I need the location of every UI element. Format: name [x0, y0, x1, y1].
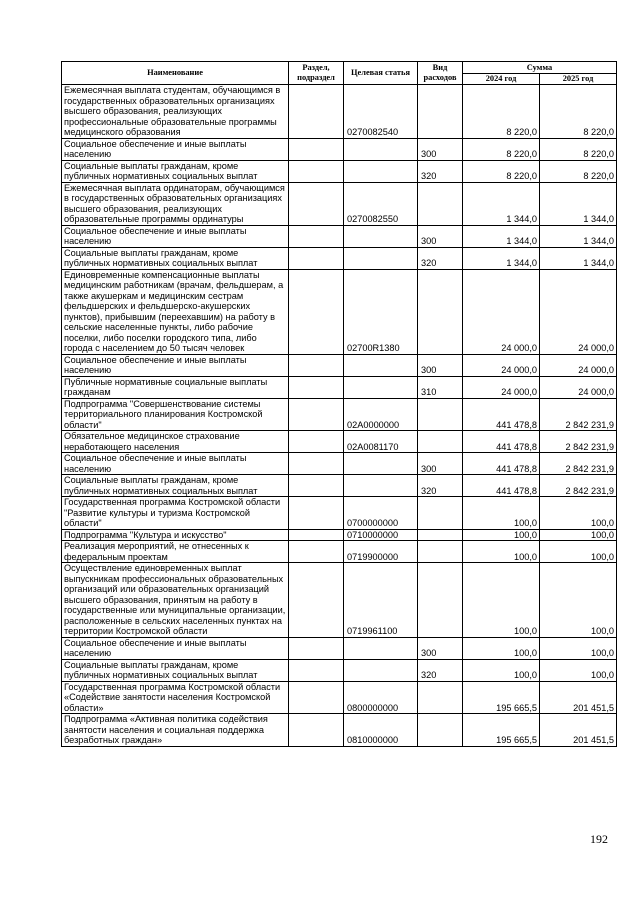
cell-section	[289, 541, 344, 563]
cell-sum-2025: 100,0	[540, 637, 617, 659]
cell-target: 02А0000000	[344, 398, 418, 431]
cell-sum-2025: 100,0	[540, 563, 617, 638]
cell-section	[289, 563, 344, 638]
cell-sum-2025: 2 842 231,9	[540, 398, 617, 431]
table-row	[62, 85, 617, 139]
cell-expense-type	[418, 398, 463, 431]
cell-section	[289, 659, 344, 681]
cell-sum-2025: 24 000,0	[540, 354, 617, 376]
cell-expense-type	[418, 541, 463, 563]
cell-name: Ежемесячная выплата студентам, обучающимся в государственных образовательных организациях высшего образования, реализующих профессиональные образовательные программы медицинского образования	[62, 85, 289, 139]
table-row	[62, 182, 617, 225]
cell-expense-type	[418, 529, 463, 541]
cell-sum-2024: 100,0	[463, 637, 540, 659]
cell-name: Подпрограмма "Культура и искусство"	[62, 529, 289, 541]
cell-name: Обязательное медицинское страхование неработающего населения	[62, 431, 289, 453]
cell-section	[289, 398, 344, 431]
header-target: Целевая статья	[344, 62, 418, 85]
cell-name: Публичные нормативные социальные выплаты гражданам	[62, 376, 289, 398]
cell-expense-type: 300	[418, 453, 463, 475]
cell-expense-type	[418, 182, 463, 225]
cell-target: 0719900000	[344, 541, 418, 563]
cell-sum-2024: 100,0	[463, 659, 540, 681]
cell-section	[289, 714, 344, 747]
table-body	[62, 85, 617, 747]
cell-expense-type	[418, 85, 463, 139]
cell-target: 0270082540	[344, 85, 418, 139]
cell-section	[289, 85, 344, 139]
cell-sum-2024: 441 478,8	[463, 475, 540, 497]
cell-expense-type	[418, 431, 463, 453]
cell-section	[289, 475, 344, 497]
cell-sum-2024: 1 344,0	[463, 182, 540, 225]
cell-name: Государственная программа Костромской области "Развитие культуры и туризма Костромской области"	[62, 497, 289, 530]
cell-name: Реализация мероприятий, не отнесенных к федеральным проектам	[62, 541, 289, 563]
table-row	[62, 714, 617, 747]
cell-sum-2025: 24 000,0	[540, 269, 617, 354]
cell-name: Социальное обеспечение и иные выплаты населению	[62, 225, 289, 247]
cell-expense-type: 320	[418, 659, 463, 681]
cell-target	[344, 225, 418, 247]
cell-section	[289, 354, 344, 376]
cell-expense-type	[418, 714, 463, 747]
cell-sum-2025: 100,0	[540, 529, 617, 541]
cell-expense-type	[418, 269, 463, 354]
budget-table	[61, 61, 617, 747]
table-row	[62, 541, 617, 563]
cell-sum-2024: 100,0	[463, 497, 540, 530]
cell-sum-2025: 1 344,0	[540, 247, 617, 269]
cell-target: 0710000000	[344, 529, 418, 541]
cell-expense-type	[418, 681, 463, 714]
cell-name: Социальные выплаты гражданам, кроме публичных нормативных социальных выплат	[62, 247, 289, 269]
cell-sum-2024: 24 000,0	[463, 354, 540, 376]
table-row	[62, 376, 617, 398]
cell-expense-type	[418, 563, 463, 638]
cell-name: Социальные выплаты гражданам, кроме публичных нормативных социальных выплат	[62, 659, 289, 681]
header-name: Наименование	[62, 62, 289, 85]
cell-target: 0800000000	[344, 681, 418, 714]
cell-expense-type	[418, 497, 463, 530]
cell-sum-2024: 195 665,5	[463, 681, 540, 714]
cell-sum-2025: 201 451,5	[540, 681, 617, 714]
cell-expense-type: 300	[418, 637, 463, 659]
table-row	[62, 138, 617, 160]
cell-target: 02А0081170	[344, 431, 418, 453]
cell-expense-type: 310	[418, 376, 463, 398]
cell-name: Подпрограмма "Совершенствование системы территориального планирования Костромской области"	[62, 398, 289, 431]
cell-expense-type: 300	[418, 354, 463, 376]
cell-name: Социальное обеспечение и иные выплаты населению	[62, 637, 289, 659]
cell-section	[289, 681, 344, 714]
cell-name: Социальное обеспечение и иные выплаты населению	[62, 354, 289, 376]
cell-expense-type: 320	[418, 247, 463, 269]
cell-section	[289, 138, 344, 160]
cell-section	[289, 637, 344, 659]
table-row	[62, 398, 617, 431]
cell-sum-2025: 1 344,0	[540, 182, 617, 225]
cell-target	[344, 637, 418, 659]
cell-expense-type: 320	[418, 160, 463, 182]
header-year-2024: 2024 год	[463, 74, 540, 85]
cell-target	[344, 475, 418, 497]
cell-section	[289, 269, 344, 354]
cell-name: Осуществление единовременных выплат выпускникам профессиональных образовательных организаций или образовательных организаций высшего образования, принятым на работу в государственные или муниципальные организации, расположенные в сельских населенных пунктах на территории Костромской области	[62, 563, 289, 638]
cell-name: Социальное обеспечение и иные выплаты населению	[62, 453, 289, 475]
cell-target	[344, 160, 418, 182]
table-row	[62, 269, 617, 354]
cell-sum-2024: 8 220,0	[463, 138, 540, 160]
table-row	[62, 681, 617, 714]
header-year-2025: 2025 год	[540, 74, 617, 85]
cell-sum-2025: 100,0	[540, 659, 617, 681]
cell-expense-type: 320	[418, 475, 463, 497]
table-row	[62, 453, 617, 475]
cell-sum-2025: 2 842 231,9	[540, 453, 617, 475]
table-row	[62, 563, 617, 638]
cell-sum-2024: 1 344,0	[463, 225, 540, 247]
cell-target: 0719961100	[344, 563, 418, 638]
cell-target	[344, 453, 418, 475]
table-row	[62, 225, 617, 247]
cell-sum-2025: 8 220,0	[540, 138, 617, 160]
cell-target	[344, 138, 418, 160]
table-row	[62, 637, 617, 659]
cell-target	[344, 376, 418, 398]
cell-name: Единовременные компенсационные выплаты медицинским работникам (врачам, фельдшерам, а также акушеркам и медицинским сестрам фельдшерских и фельдшерско-акушерских пунктов), прибывшим (переехавшим) на работу в сельские населенные пункты, либо рабочие поселки, либо поселки городского типа, либо города с населением до 50 тысяч человек	[62, 269, 289, 354]
cell-section	[289, 182, 344, 225]
cell-sum-2024: 441 478,8	[463, 453, 540, 475]
cell-sum-2024: 100,0	[463, 541, 540, 563]
cell-sum-2024: 100,0	[463, 529, 540, 541]
cell-sum-2025: 8 220,0	[540, 160, 617, 182]
cell-sum-2025: 8 220,0	[540, 85, 617, 139]
table-row	[62, 659, 617, 681]
table-header	[62, 62, 617, 85]
cell-expense-type: 300	[418, 138, 463, 160]
cell-name: Социальные выплаты гражданам, кроме публичных нормативных социальных выплат	[62, 160, 289, 182]
cell-name: Подпрограмма «Активная политика содействия занятости населения и социальная поддержка безработных граждан»	[62, 714, 289, 747]
cell-target	[344, 354, 418, 376]
cell-sum-2025: 1 344,0	[540, 225, 617, 247]
cell-sum-2024: 8 220,0	[463, 160, 540, 182]
table-row	[62, 160, 617, 182]
cell-section	[289, 529, 344, 541]
cell-target	[344, 659, 418, 681]
cell-target	[344, 247, 418, 269]
cell-sum-2025: 100,0	[540, 497, 617, 530]
cell-section	[289, 453, 344, 475]
cell-sum-2024: 8 220,0	[463, 85, 540, 139]
cell-sum-2024: 24 000,0	[463, 269, 540, 354]
page-number: 192	[590, 832, 608, 846]
cell-section	[289, 247, 344, 269]
cell-sum-2025: 24 000,0	[540, 376, 617, 398]
cell-target: 0810000000	[344, 714, 418, 747]
table-row	[62, 529, 617, 541]
cell-sum-2024: 100,0	[463, 563, 540, 638]
cell-sum-2025: 100,0	[540, 541, 617, 563]
table-row	[62, 475, 617, 497]
table-row	[62, 431, 617, 453]
cell-target: 02700R1380	[344, 269, 418, 354]
cell-section	[289, 431, 344, 453]
cell-sum-2024: 441 478,8	[463, 431, 540, 453]
header-section: Раздел, подраздел	[289, 62, 344, 85]
cell-section	[289, 376, 344, 398]
cell-name: Государственная программа Костромской области «Содействие занятости населения Костромской области»	[62, 681, 289, 714]
header-expense-type: Вид расходов	[418, 62, 463, 85]
table-row	[62, 497, 617, 530]
cell-name: Ежемесячная выплата ординаторам, обучающимся в государственных образовательных организациях высшего образования, реализующих образовательные программы ординатуры	[62, 182, 289, 225]
table-row	[62, 354, 617, 376]
cell-name: Социальные выплаты гражданам, кроме публичных нормативных социальных выплат	[62, 475, 289, 497]
cell-expense-type: 300	[418, 225, 463, 247]
cell-sum-2024: 441 478,8	[463, 398, 540, 431]
cell-section	[289, 160, 344, 182]
cell-sum-2025: 2 842 231,9	[540, 475, 617, 497]
cell-section	[289, 225, 344, 247]
header-sum: Сумма	[463, 62, 617, 74]
cell-sum-2024: 24 000,0	[463, 376, 540, 398]
cell-target: 0270082550	[344, 182, 418, 225]
cell-sum-2025: 201 451,5	[540, 714, 617, 747]
cell-name: Социальное обеспечение и иные выплаты населению	[62, 138, 289, 160]
cell-sum-2025: 2 842 231,9	[540, 431, 617, 453]
cell-section	[289, 497, 344, 530]
cell-sum-2024: 195 665,5	[463, 714, 540, 747]
table-row	[62, 247, 617, 269]
cell-sum-2024: 1 344,0	[463, 247, 540, 269]
cell-target: 0700000000	[344, 497, 418, 530]
